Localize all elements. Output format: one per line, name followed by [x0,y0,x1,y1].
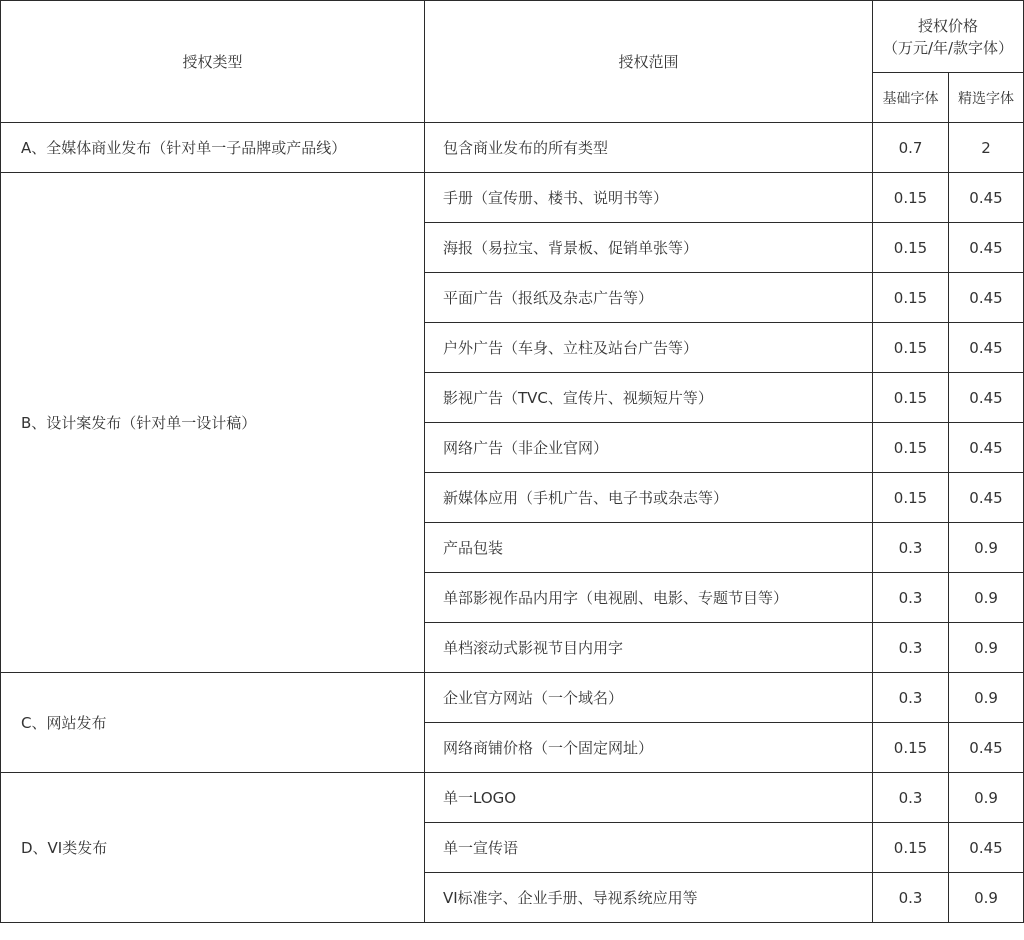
basic-price-cell: 0.7 [873,123,949,173]
scope-cell: 手册（宣传册、楼书、说明书等） [425,173,873,223]
premium-price-cell: 0.45 [949,323,1024,373]
scope-cell: 单部影视作品内用字（电视剧、电影、专题节目等） [425,573,873,623]
basic-price-cell: 0.3 [873,573,949,623]
table-row [1,173,1024,223]
premium-price-cell: 0.9 [949,623,1024,673]
header-basic-font: 基础字体 [873,73,949,123]
premium-price-cell: 0.9 [949,573,1024,623]
basic-price-cell: 0.15 [873,373,949,423]
basic-price-cell: 0.15 [873,473,949,523]
basic-price-cell: 0.3 [873,873,949,923]
scope-cell: 产品包装 [425,523,873,573]
basic-price-cell: 0.3 [873,673,949,723]
basic-price-cell: 0.15 [873,723,949,773]
basic-price-cell: 0.3 [873,523,949,573]
scope-cell: 单一宣传语 [425,823,873,873]
premium-price-cell: 0.9 [949,773,1024,823]
table-row [1,123,1024,173]
scope-cell: 单一LOGO [425,773,873,823]
premium-price-cell: 0.45 [949,173,1024,223]
basic-price-cell: 0.15 [873,173,949,223]
premium-price-cell: 0.45 [949,423,1024,473]
price-title-main: 授权价格 [918,16,979,35]
header-license-type: 授权类型 [1,1,425,123]
scope-cell: 户外广告（车身、立柱及站台广告等） [425,323,873,373]
premium-price-cell: 0.45 [949,223,1024,273]
scope-cell: 企业官方网站（一个域名） [425,673,873,723]
table-body [1,123,1024,923]
header-license-price [873,1,1024,73]
price-title-unit: （万元/年/款字体） [882,38,1014,57]
premium-price-cell: 0.45 [949,273,1024,323]
header-license-scope: 授权范围 [425,1,873,123]
premium-price-cell: 0.9 [949,873,1024,923]
scope-cell: 包含商业发布的所有类型 [425,123,873,173]
table-row [1,773,1024,823]
scope-cell: 网络广告（非企业官网） [425,423,873,473]
category-cell: C、网站发布 [1,673,425,773]
premium-price-cell: 0.45 [949,823,1024,873]
scope-cell: 影视广告（TVC、宣传片、视频短片等） [425,373,873,423]
scope-cell: 海报（易拉宝、背景板、促销单张等） [425,223,873,273]
premium-price-cell: 0.9 [949,673,1024,723]
category-cell: A、全媒体商业发布（针对单一子品牌或产品线） [1,123,425,173]
scope-cell: 新媒体应用（手机广告、电子书或杂志等） [425,473,873,523]
scope-cell: 网络商铺价格（一个固定网址） [425,723,873,773]
scope-cell: VI标准字、企业手册、导视系统应用等 [425,873,873,923]
premium-price-cell: 0.45 [949,723,1024,773]
table-row [1,673,1024,723]
table-header-row [1,1,1024,73]
basic-price-cell: 0.15 [873,273,949,323]
basic-price-cell: 0.3 [873,773,949,823]
category-cell: B、设计案发布（针对单一设计稿） [1,173,425,673]
premium-price-cell: 0.45 [949,473,1024,523]
premium-price-cell: 0.45 [949,373,1024,423]
premium-price-cell: 0.9 [949,523,1024,573]
scope-cell: 单档滚动式影视节目内用字 [425,623,873,673]
basic-price-cell: 0.3 [873,623,949,673]
scope-cell: 平面广告（报纸及杂志广告等） [425,273,873,323]
header-premium-font: 精选字体 [949,73,1024,123]
basic-price-cell: 0.15 [873,823,949,873]
premium-price-cell: 2 [949,123,1024,173]
basic-price-cell: 0.15 [873,223,949,273]
category-cell: D、VI类发布 [1,773,425,923]
basic-price-cell: 0.15 [873,423,949,473]
basic-price-cell: 0.15 [873,323,949,373]
